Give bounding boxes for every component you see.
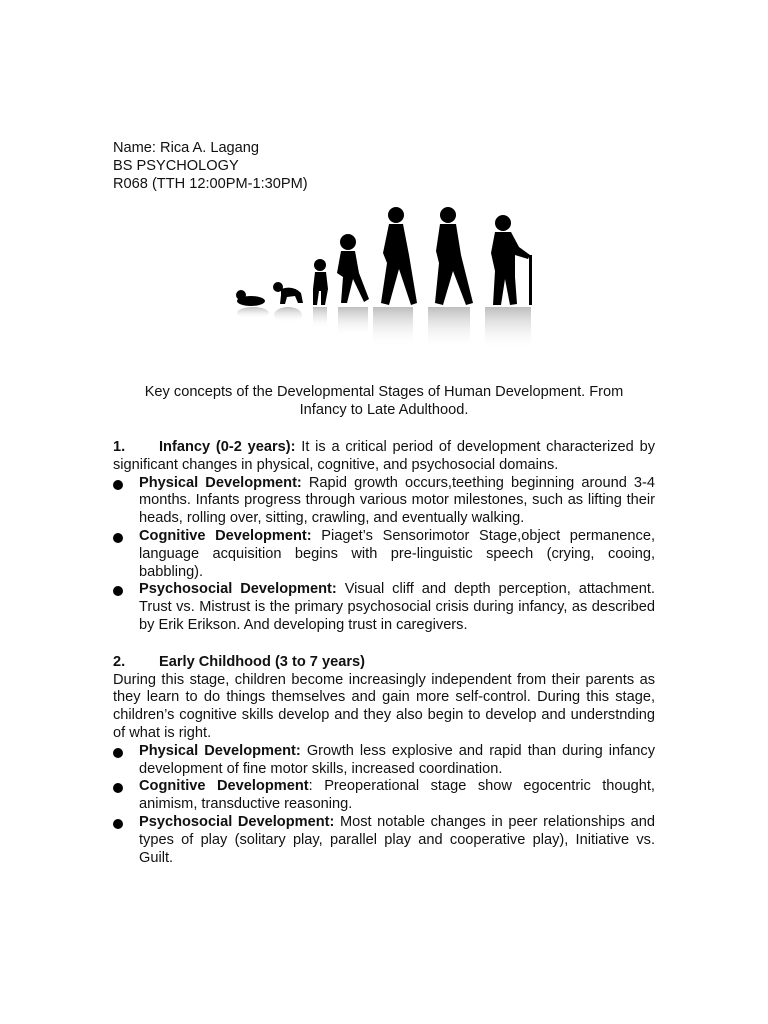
list-item xyxy=(113,528,655,581)
bullet-label: Psychosocial Development: xyxy=(139,813,335,830)
list-item xyxy=(113,778,655,814)
human-development-silhouettes-icon xyxy=(233,207,543,357)
student-name: Name: Rica A. Lagang xyxy=(113,140,260,156)
section-intro: It is a critical period of development characterized by significant changes in physical, cognitive, and psychosocial domains. xyxy=(113,438,655,473)
section-paragraph: During this stage, children become increasingly independent from their parents as they learn to do things themselves and gain more self-control. During this stage, children’s cognitive skills develop and they also begin to develop and understnding of what is right. xyxy=(113,671,655,741)
bullet-label: Physical Development: xyxy=(139,742,301,759)
infancy-bullet-list xyxy=(113,475,655,635)
bullet-icon xyxy=(113,748,123,758)
development-figure xyxy=(113,207,655,367)
bullet-text: : Preoperational stage show egocentric thought, animism, transductive reasoning. xyxy=(139,778,655,813)
bullet-label: Physical Development: xyxy=(139,474,302,491)
bullet-label: Cognitive Development xyxy=(139,778,309,795)
list-item xyxy=(113,581,655,634)
bullet-text: Growth less explosive and rapid than during infancy development of fine motor skills, increased coordination. xyxy=(139,742,656,777)
section-number: 2. xyxy=(113,653,126,670)
list-item xyxy=(113,743,655,779)
bullet-label: Cognitive Development: xyxy=(139,527,312,544)
bullet-text: Rapid growth occurs,teething beginning around 3-4 months. Infants progress through various motor milestones, such as lifting their heads, rolling over, sitting, crawling, and eventually walking. xyxy=(139,474,655,527)
document-page xyxy=(113,140,655,867)
section-title: Infancy (0-2 years): xyxy=(159,438,296,455)
list-item xyxy=(113,814,655,867)
figure-caption: Key concepts of the Developmental Stages of Human Development. From Infancy to Late Adulthood. xyxy=(144,384,624,419)
bullet-text: Most notable changes in peer relationships and types of play (solitary play, parallel play and cooperative play), Initiative vs. Guilt. xyxy=(139,813,655,866)
section-title: Early Childhood (3 to 7 years) xyxy=(159,653,365,670)
list-item xyxy=(113,475,655,528)
section-infancy-heading xyxy=(113,439,655,475)
bullet-icon xyxy=(113,533,123,543)
bullet-icon xyxy=(113,819,123,829)
bullet-icon xyxy=(113,480,123,490)
section-number: 1. xyxy=(113,438,126,455)
bullet-text: Piaget’s Sensorimotor Stage,object permanence, language acquisition begins with pre-linguistic speech (crying, cooing, babbling). xyxy=(139,527,655,580)
early-childhood-bullet-list xyxy=(113,743,655,868)
bullet-label: Psychosocial Development: xyxy=(139,581,337,598)
class-schedule: R068 (TTH 12:00PM-1:30PM) xyxy=(113,175,308,192)
bullet-icon xyxy=(113,586,123,596)
bullet-icon xyxy=(113,783,123,793)
section-early-childhood-heading xyxy=(113,654,655,672)
bullet-text: Visual cliff and depth perception, attachment. Trust vs. Mistrust is the primary psychosocial crisis during infancy, as described by Erik Erikson. And developing trust in caregivers. xyxy=(139,581,655,633)
student-program: BS PSYCHOLOGY xyxy=(113,157,239,174)
